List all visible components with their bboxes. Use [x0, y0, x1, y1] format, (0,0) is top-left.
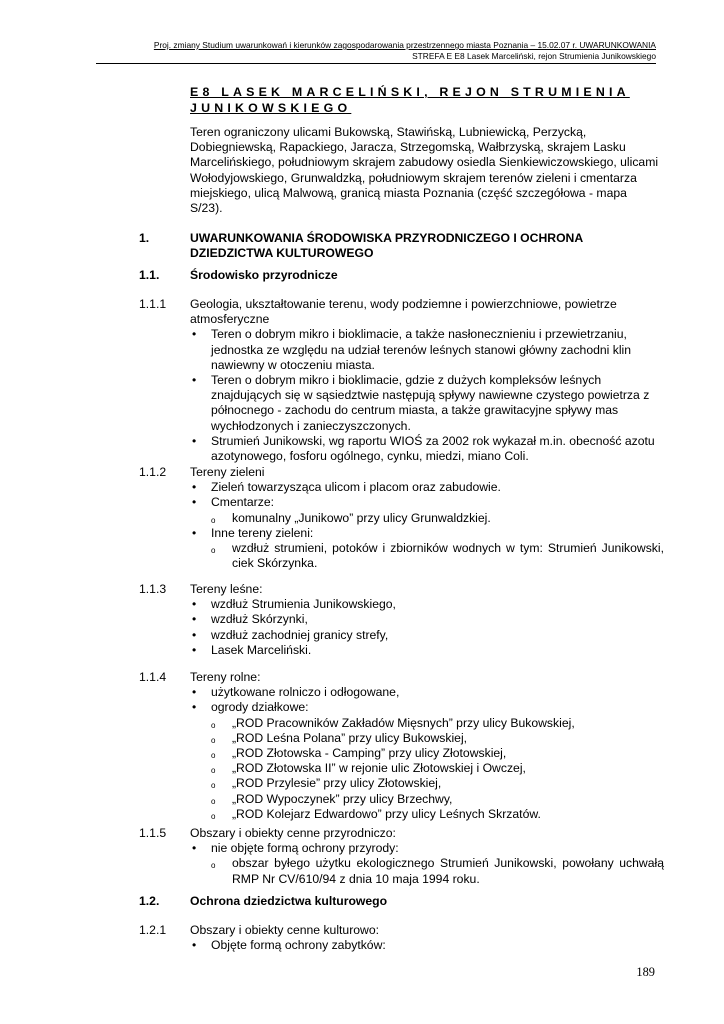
- sub-list-item: o obszar byłego użytku ekologicznego Strumień Junikowski, powołany uchwałą RMP Nr CV/610/94 z dnia 10 maja 1994 roku.: [211, 856, 664, 886]
- sub-list-item: o „ROD Przylesie” przy ulicy Złotowskiej,: [211, 776, 664, 791]
- section-1-heading-line-1: UWARUNKOWANIA ŚRODOWISKA PRZYRODNICZEGO I OCHRONA: [190, 231, 584, 245]
- list-item: [190, 841, 664, 887]
- section-1-2: [139, 894, 664, 909]
- section-heading: Obszary i obiekty cenne kulturowo:: [190, 923, 379, 937]
- list-item: • Lasek Marceliński.: [190, 643, 664, 658]
- section-1: [139, 231, 664, 261]
- sub-list-item: o „ROD Wypoczynek” przy ulicy Brzechwy,: [211, 792, 664, 807]
- section-heading: Ochrona dziedzictwa kulturowego: [190, 894, 388, 908]
- section-heading: Obszary i obiekty cenne przyrodniczo:: [190, 826, 396, 840]
- running-header: [96, 40, 656, 64]
- list-item: • Teren o dobrym mikro i bioklimacie, a także nasłonecznieniu i przewietrzaniu, jednostka ze względu na udział terenów leśnych stanowi główny zachodni klin nawiewny w otoczeniu miasta.: [190, 327, 664, 373]
- list-item-label: Inne tereny zieleni:: [211, 525, 314, 540]
- sub-list-item: o „ROD Złotowska II” w rejonie ulic Złotowskiej i Owczej,: [211, 761, 664, 776]
- list-item-label: nie objęte formą ochrony przyrody:: [211, 841, 399, 856]
- list-item: [190, 526, 664, 572]
- page-number: 189: [636, 965, 655, 979]
- section-number: 1.1.4: [139, 670, 167, 684]
- list-item: • Zieleń towarzysząca ulicom i placom oraz zabudowie.: [190, 480, 664, 495]
- sub-list-item: o wzdłuż strumieni, potoków i zbiorników wodnych w tym: Strumień Junikowski, ciek Skórzynka.: [211, 541, 664, 571]
- list-item: • wzdłuż Strumienia Junikowskiego,: [190, 597, 664, 612]
- section-number: 1.1.2: [139, 465, 167, 479]
- list-item-label: Cmentarze:: [211, 495, 274, 510]
- section-1-1-2: [139, 465, 664, 571]
- section-number: 1.: [139, 231, 150, 245]
- section-number: 1.1.3: [139, 582, 167, 596]
- list-item: • wzdłuż zachodniej granicy strefy,: [190, 628, 664, 643]
- list-item: • Objęte formą ochrony zabytków:: [190, 938, 664, 953]
- section-heading: Tereny zieleni: [190, 465, 265, 479]
- list-item: [190, 700, 664, 822]
- sub-list-item: o komunalny „Junikowo” przy ulicy Grunwaldzkiej.: [211, 511, 664, 526]
- section-heading: Tereny rolne:: [190, 670, 261, 684]
- section-heading: Środowisko przyrodnicze: [190, 268, 338, 282]
- section-heading: Geologia, ukształtowanie terenu, wody podziemne i powierzchniowe, powietrze atmosferyczne: [190, 297, 617, 327]
- section-1-heading-line-2: DZIEDZICTWA KULTUROWEGO: [190, 246, 374, 261]
- sub-list-item: o „ROD Kolejarz Edwardowo” przy ulicy Leśnych Skrzatów.: [211, 807, 664, 822]
- zone-title-line-2: JUNIKOWSKIEGO: [190, 101, 352, 115]
- section-number: 1.1.: [139, 268, 160, 282]
- zone-title: [190, 84, 660, 116]
- section-number: 1.1.1: [139, 297, 167, 311]
- section-number: 1.2.1: [139, 923, 167, 937]
- list-item: • Teren o dobrym mikro i bioklimacie, gdzie z dużych kompleksów leśnych znajdujących się w sąsiedztwie następują spływy nawiewne czystego powietrza z północnego - zachodu do centrum miasta, a także grawitacyjne spływy mas wychłodzonych i zanieczyszczonych.: [190, 373, 664, 434]
- list-item: • użytkowane rolniczo i odłogowane,: [190, 685, 664, 700]
- section-1-1-5: [139, 826, 664, 887]
- section-1-2-1: [139, 923, 664, 953]
- header-line-2: STREFA E E8 Lasek Marceliński, rejon Strumienia Junikowskiego: [412, 51, 656, 61]
- header-line-1: Proj. zmiany Studium uwarunkowań i kierunków zagospodarowania przestrzennego miasta Poznania – 15.02.07 r. UWARUNKOWANIA: [153, 40, 656, 50]
- section-1-1: [139, 268, 664, 283]
- zone-description: Teren ograniczony ulicami Bukowską, Stawińską, Lubniewicką, Perzycką, Dobiegniewską, Rapackiego, Jaracza, Strzegomską, Wałbrzyską, skrajem Lasku Marcelińskiego, południowym skrajem zabudowy osiedla Sienkiewiczowskiego, ulicami Wołodyjowskiego, Grunwaldzką, południowym skrajem terenów zieleni i cmentarza miejskiego, ulicą Malwową, granicą miasta Poznania (część szczegółowa - mapa S/23).: [190, 125, 659, 216]
- list-item-label: ogrody działkowe:: [211, 700, 309, 715]
- sub-list-item: o „ROD Pracowników Zakładów Mięsnych” przy ulicy Bukowskiej,: [211, 716, 664, 731]
- section-1-1-4: [139, 670, 664, 822]
- list-item: • wzdłuż Skórzynki,: [190, 612, 664, 627]
- list-item: [190, 495, 664, 525]
- section-number: 1.2.: [139, 894, 160, 908]
- sub-list-item: o „ROD Leśna Polana” przy ulicy Bukowskiej,: [211, 731, 664, 746]
- list-item: • Strumień Junikowski, wg raportu WIOŚ za 2002 rok wykazał m.in. obecność azotu azotynowego, fosforu ogólnego, cynku, miedzi, miano Coli.: [190, 434, 664, 464]
- zone-title-line-1: E8 LASEK MARCELIŃSKI, REJON STRUMIENIA: [190, 85, 630, 99]
- section-1-1-1: [139, 297, 664, 464]
- section-number: 1.1.5: [139, 826, 167, 840]
- section-heading: Tereny leśne:: [190, 582, 263, 596]
- section-1-1-3: [139, 582, 664, 658]
- sub-list-item: o „ROD Złotowska - Camping” przy ulicy Złotowskiej,: [211, 746, 664, 761]
